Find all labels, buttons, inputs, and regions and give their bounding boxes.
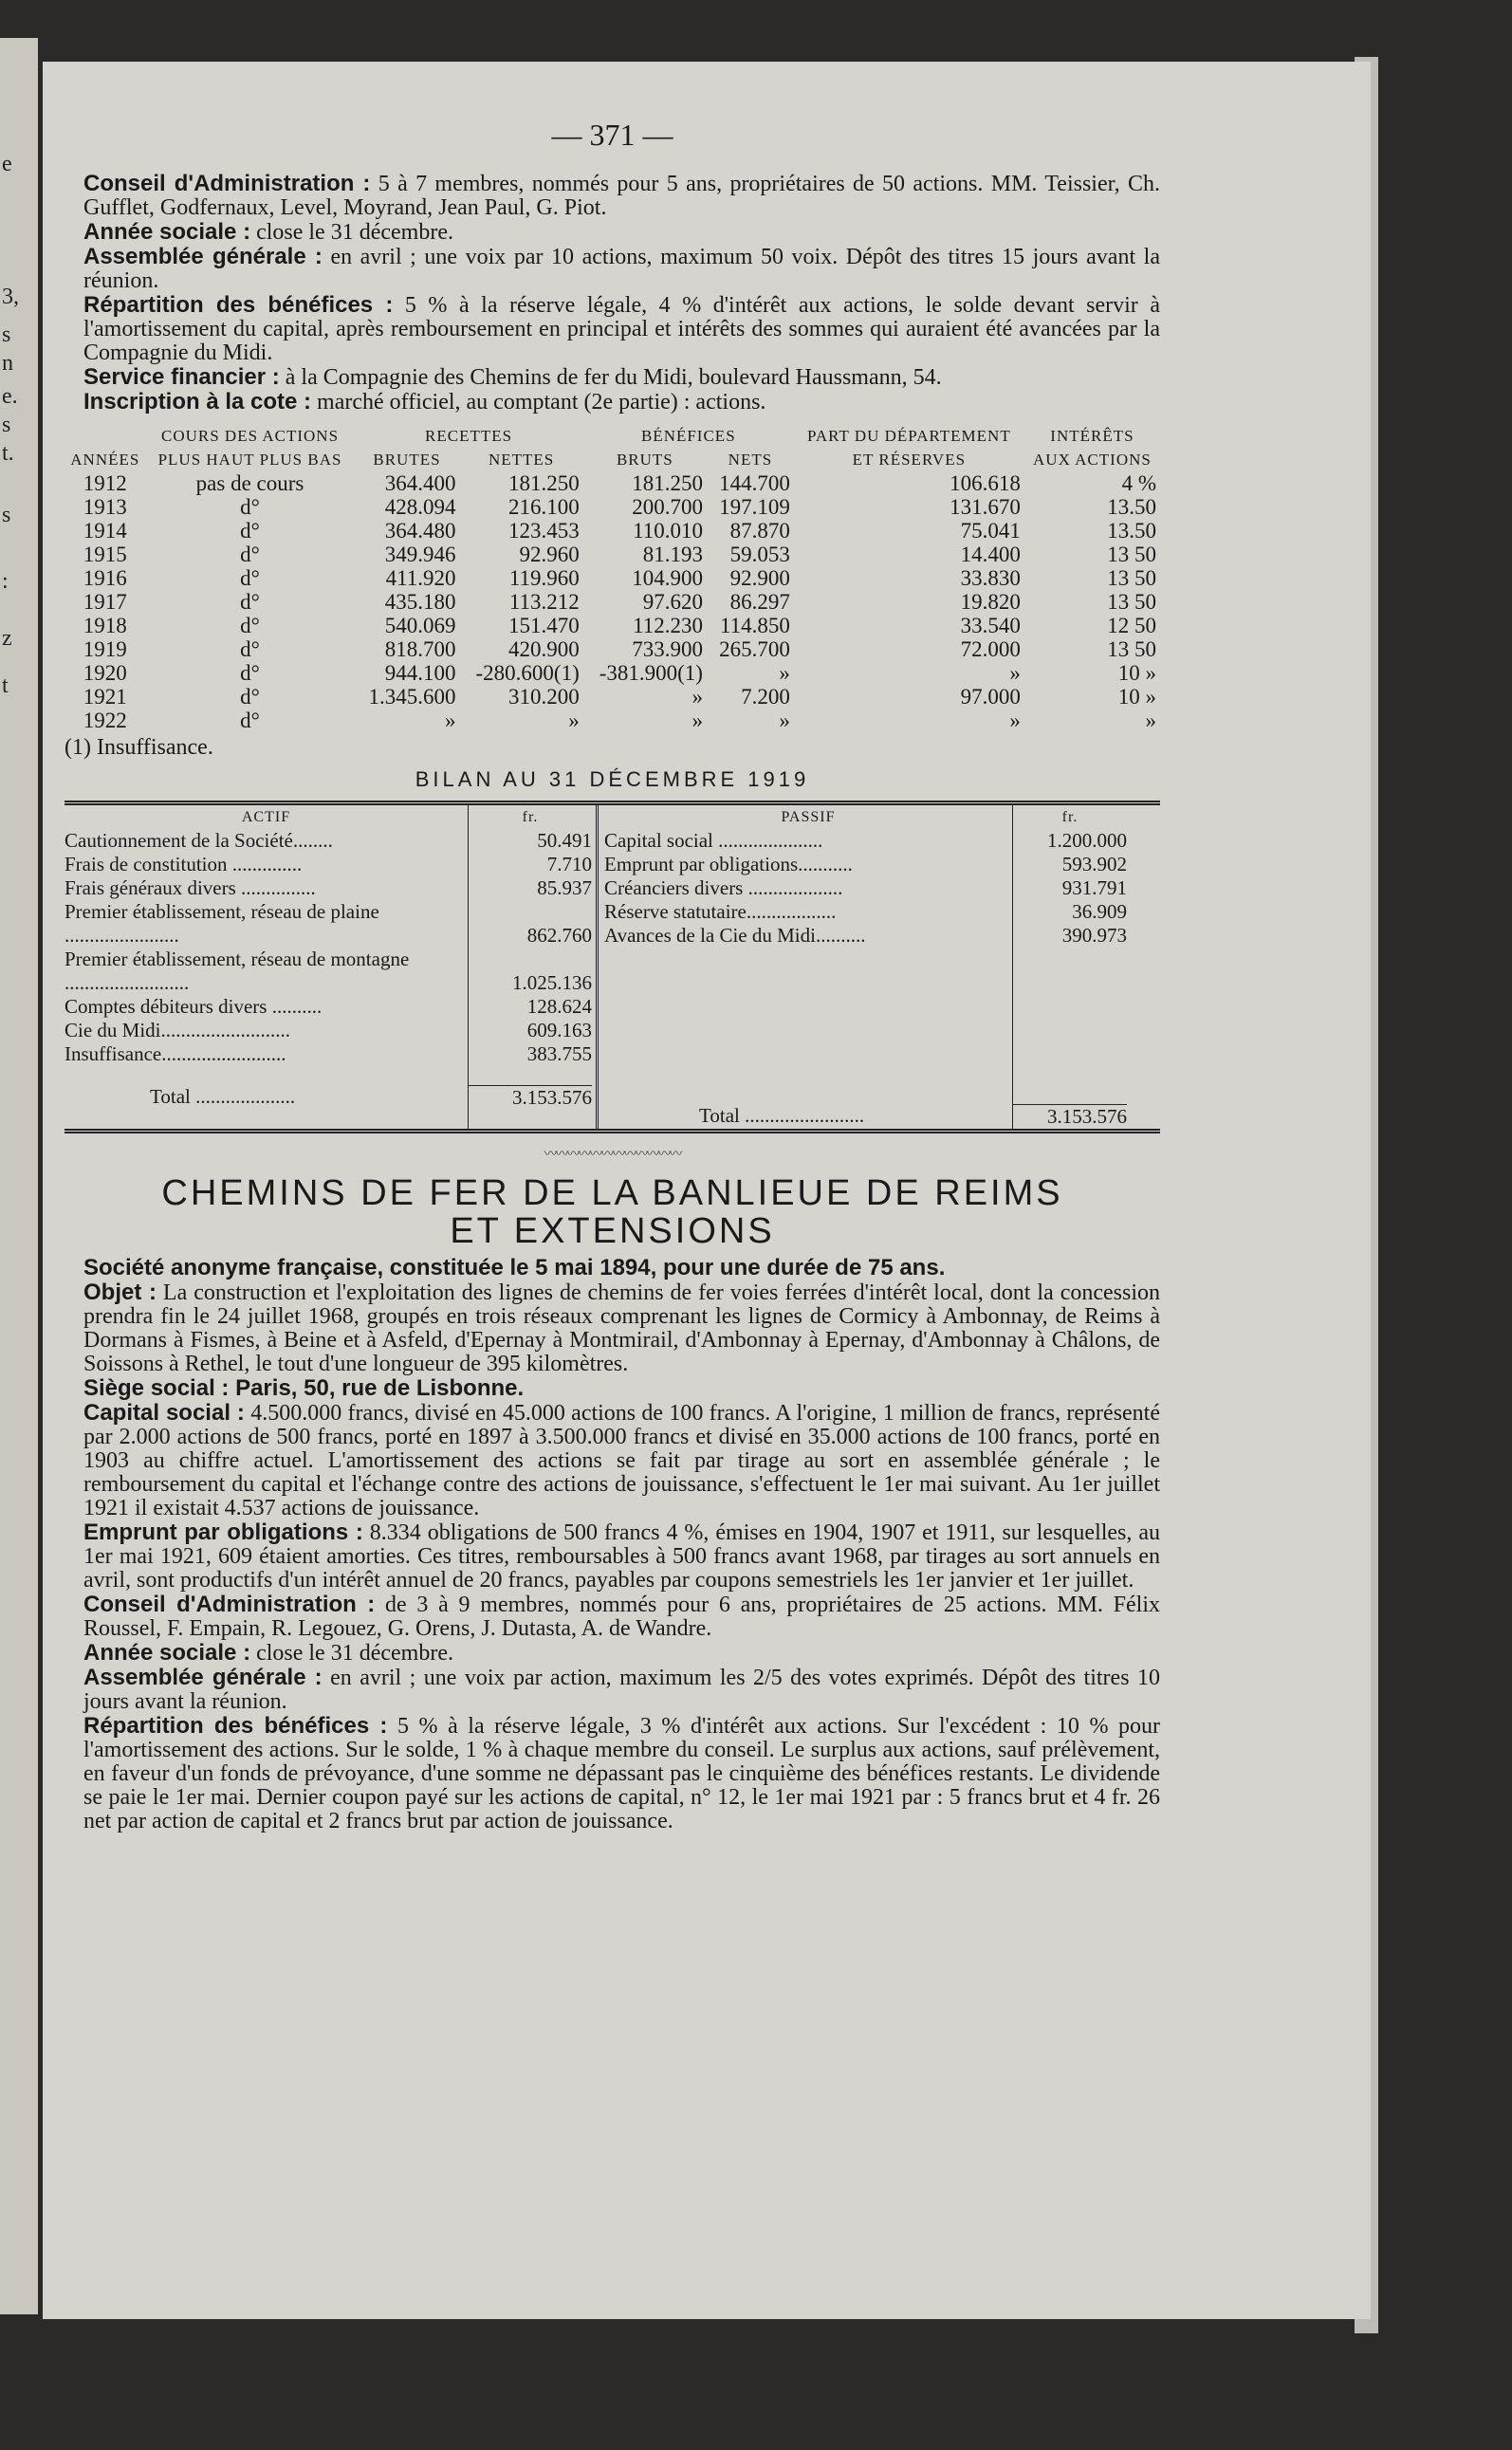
- table-cell: d°: [240, 661, 260, 685]
- company-info-section: [65, 172, 1160, 414]
- margin-fragment: s: [2, 503, 11, 527]
- table-cell: 10 »: [1117, 685, 1156, 709]
- actif-item: Cie du Midi..........................: [65, 1019, 291, 1041]
- table-cell: 110.010: [633, 519, 703, 543]
- actif-value: 50.491: [537, 829, 592, 852]
- actif-value: 383.755: [526, 1042, 592, 1065]
- table-cell: 1922: [83, 709, 127, 732]
- info-paragraph: Service financier : à la Compagnie des Chemins de fer du Midi, boulevard Haussmann, 54.: [83, 364, 942, 390]
- table-cell: 1917: [83, 590, 127, 614]
- table-cell: 33.830: [960, 566, 1021, 590]
- table-cell: 92.900: [729, 566, 790, 590]
- actif-value: 85.937: [537, 876, 592, 899]
- table-cell: 119.960: [508, 566, 580, 590]
- actif-item: Premier établissement, réseau de montagne .........................: [65, 948, 410, 994]
- col-nettes: NETTES: [488, 451, 555, 469]
- table-cell: -381.900(1): [599, 661, 703, 685]
- table-row: [65, 661, 1160, 685]
- info-paragraph: Emprunt par obligations : 8.334 obligations de 500 francs 4 %, émises en 1904, 1907 et 1911, sur lesquelles, au 1er mai 1921, 609 étaient amorties. Ces titres, remboursables à 500 francs avant 1968, par tirages au sort annuels en avril, sont productifs d'un intérêt annuel de 20 francs, payables par coupons semestriels les 1er janvier et 1er juillet.: [83, 1520, 1160, 1593]
- margin-fragment: 3,: [2, 285, 19, 309]
- table-row: [65, 637, 1160, 661]
- table-cell: d°: [240, 590, 260, 614]
- actif-item: Comptes débiteurs divers ..........: [65, 995, 323, 1018]
- table-cell: -280.600(1): [475, 661, 580, 685]
- page-number: — 371 —: [551, 118, 673, 152]
- actif-value: 862.760: [526, 924, 592, 947]
- table-cell: 435.180: [384, 590, 456, 614]
- margin-fragment: z: [2, 626, 12, 651]
- table-cell: 1.345.600: [368, 685, 456, 709]
- actif-value: 1.025.136: [512, 971, 592, 994]
- info-paragraph: Capital social : 4.500.000 francs, divisé en 45.000 actions de 100 francs. A l'origine, 1 million de francs, représenté par 2.000 actions de 500 francs, porté en 1897 à 3.500.000 francs et divisé en 35.000 actions de 100 francs, porté en 1903 au chiffre actuel. L'amortissement des actions se fait par tirage au sort en assemblée générale ; le remboursement du capital et l'échange contre des actions de jouissance, s'effectuent le 1er mai suivant. Au 1er juillet 1921 il existait 4.537 actions de jouissance.: [83, 1400, 1161, 1520]
- table-cell: 33.540: [960, 614, 1021, 637]
- info-paragraph: Conseil d'Administration : de 3 à 9 membres, nommés pour 6 ans, propriétaires de 25 actions. MM. Félix Roussel, F. Empain, R. Legouez, G. Orens, J. Dutasta, A. de Wandre.: [83, 1592, 1160, 1641]
- table-cell: »: [691, 685, 703, 709]
- page-content: [65, 118, 1161, 1833]
- table-row: [65, 590, 1160, 614]
- ornament-divider: 〰〰〰〰〰〰〰〰〰〰〰〰: [544, 1148, 681, 1162]
- col-interets: INTÉRÊTS: [1050, 427, 1134, 445]
- col-plus-haut-bas: PLUS HAUT PLUS BAS: [157, 451, 342, 469]
- actif-total: 3.153.576: [469, 1085, 592, 1110]
- actif-labels: [65, 805, 468, 1129]
- passif-item: Capital social .....................: [604, 829, 823, 852]
- col-annees: ANNÉES: [70, 451, 140, 469]
- passif-value: 931.791: [1061, 876, 1127, 899]
- table-cell: 112.230: [633, 614, 703, 637]
- table-cell: d°: [240, 543, 260, 566]
- table-cell: d°: [240, 709, 260, 732]
- col-part: PART DU DÉPARTEMENT: [807, 427, 1011, 445]
- table-cell: 818.700: [384, 637, 456, 661]
- table-cell: d°: [240, 566, 260, 590]
- table-cell: d°: [240, 495, 260, 519]
- table-cell: 1920: [83, 661, 127, 685]
- margin-fragment: e: [2, 152, 12, 176]
- col-nets: NETS: [728, 451, 773, 469]
- table-cell: d°: [240, 519, 260, 543]
- passif-value: 390.973: [1061, 924, 1127, 947]
- table-row: [65, 685, 1160, 709]
- actif-value: 128.624: [526, 995, 592, 1018]
- table-cell: »: [779, 709, 790, 732]
- table-cell: 19.820: [960, 590, 1021, 614]
- actif-item: Cautionnement de la Société........: [65, 829, 333, 852]
- table-cell: 86.297: [729, 590, 790, 614]
- table-cell: 81.193: [642, 543, 703, 566]
- company-title: CHEMINS DE FER DE LA BANLIEUE DE REIMS ET EXTENSIONS: [161, 1173, 1063, 1251]
- table-cell: 13 50: [1107, 590, 1156, 614]
- passif-item: Réserve statutaire..................: [604, 900, 837, 923]
- table-cell: 13 50: [1107, 637, 1156, 661]
- margin-fragment: n: [2, 351, 13, 376]
- table-cell: 265.700: [719, 637, 790, 661]
- company-subtitle: Société anonyme française, constituée le 5 mai 1894, pour une durée de 75 ans.: [83, 1255, 946, 1280]
- table-cell: 1914: [83, 519, 127, 543]
- col-group-recettes: RECETTES: [425, 427, 513, 445]
- margin-fragment: t.: [2, 441, 14, 466]
- table-cell: 364.480: [384, 519, 456, 543]
- table-cell: pas de cours: [195, 471, 304, 495]
- actif-values: [468, 805, 596, 1129]
- passif-header: PASSIF: [781, 809, 836, 825]
- info-paragraph: Assemblée générale : en avril ; une voix par 10 actions, maximum 50 voix. Dépôt des titres 15 jours avant la réunion.: [83, 244, 1160, 293]
- table-cell: d°: [240, 685, 260, 709]
- actif-item: Insuffisance.........................: [65, 1042, 286, 1065]
- table-cell: 13 50: [1107, 566, 1156, 590]
- col-brutes: BRUTES: [373, 451, 441, 469]
- col-group-benefices: BÉNÉFICES: [640, 427, 736, 445]
- margin-fragment: e.: [2, 384, 18, 409]
- table-row: [65, 614, 1160, 637]
- table-cell: 113.212: [508, 590, 580, 614]
- table-cell: 1912: [83, 471, 127, 495]
- table-footnote: (1) Insuffisance.: [65, 735, 213, 760]
- info-paragraph: Répartition des bénéfices : 5 % à la réserve légale, 3 % d'intérêt aux actions. Sur l'excédent : 10 % pour l'amortissement des actions. Sur le solde, 1 % à chaque membre du conseil. Le surplus aux actions, sauf prélèvement, en faveur d'un fonds de prévoyance, d'une somme ne dépassant pas le cinquième des bénéfices restants. Le dividende se paie le 1er mai. Dernier coupon payé sur les actions de capital, n° 12, le 1er mai 1921 par : 5 francs brut et 4 fr. 26 net par action de capital et 2 francs brut par action de jouissance.: [83, 1713, 1160, 1833]
- actif-value: 7.710: [546, 853, 592, 875]
- table-cell: »: [779, 661, 790, 685]
- table-cell: 181.250: [507, 471, 580, 495]
- table-cell: 540.069: [384, 614, 456, 637]
- table-cell: d°: [240, 614, 260, 637]
- table-cell: 216.100: [507, 495, 580, 519]
- table-cell: 13.50: [1107, 495, 1156, 519]
- table-cell: 151.470: [507, 614, 580, 637]
- passif-values: [1012, 805, 1129, 1129]
- margin-fragment: :: [2, 569, 9, 594]
- table-cell: 10 »: [1117, 661, 1156, 685]
- table-row: [65, 543, 1160, 566]
- table-cell: 97.620: [642, 590, 703, 614]
- table-cell: 181.250: [632, 471, 703, 495]
- info-paragraph: Conseil d'Administration : 5 à 7 membres, nommés pour 5 ans, propriétaires de 50 actions. MM. Teissier, Ch. Gufflet, Godfernaux, Level, Moyrand, Jean Paul, G. Piot.: [83, 171, 1160, 220]
- table-cell: 944.100: [384, 661, 456, 685]
- info-paragraph: Année sociale : close le 31 décembre.: [83, 1640, 453, 1666]
- margin-fragment: t: [2, 673, 9, 698]
- col-group-cours: COURS DES ACTIONS: [160, 427, 340, 445]
- actif-value: 609.163: [526, 1019, 592, 1041]
- table-cell: 1921: [83, 685, 127, 709]
- passif-value: 1.200.000: [1047, 829, 1127, 852]
- table-cell: 13.50: [1107, 519, 1156, 543]
- passif-item: Créanciers divers ...................: [604, 876, 843, 899]
- passif-item: Avances de la Cie du Midi..........: [604, 924, 866, 947]
- passif-value: 593.902: [1061, 853, 1127, 875]
- table-cell: 131.670: [950, 495, 1021, 519]
- table-cell: 104.900: [632, 566, 703, 590]
- passif-total-label: Total ........................: [699, 1104, 865, 1127]
- table-cell: 1915: [83, 543, 127, 566]
- table-cell: 97.000: [960, 685, 1021, 709]
- info-paragraph: Assemblée générale : en avril ; une voix par action, maximum les 2/5 des votes exprimés. Dépôt des titres 10 jours avant la réunion.: [83, 1665, 1160, 1714]
- margin-fragment: s: [2, 413, 11, 437]
- passif-labels: [596, 805, 1012, 1129]
- col-reserves: ET RÉSERVES: [852, 451, 967, 469]
- table-row: [65, 495, 1160, 519]
- table-cell: 4 %: [1121, 471, 1156, 495]
- table-cell: 349.946: [384, 543, 456, 566]
- fr-header: fr.: [1061, 809, 1079, 825]
- table-cell: 1913: [83, 495, 127, 519]
- table-cell: 428.094: [384, 495, 456, 519]
- left-page-edge: [0, 38, 38, 2314]
- results-table: [65, 424, 1160, 732]
- table-row: [65, 709, 1160, 732]
- table-cell: 420.900: [507, 637, 580, 661]
- table-cell: 197.109: [719, 495, 790, 519]
- table-cell: »: [1009, 661, 1021, 685]
- table-cell: »: [568, 709, 580, 732]
- info-paragraph: Objet : La construction et l'exploitation des lignes de chemins de fer voies ferrées d'intérêt local, dont la concession prendra fin le 24 juillet 1968, groupés en trois réseaux comprenant les lignes de Cormicy à Ambonnay, de Reims à Dormans à Fismes, à Beine et à Asfeld, d'Epernay à Montmirail, d'Ambonnay à Epernay, d'Ambonnay à Châlons, de Soissons à Rethel, le tout d'une longueur de 395 kilomètres.: [83, 1280, 1160, 1376]
- actif-total-label: Total ....................: [150, 1085, 296, 1108]
- table-row: [65, 471, 1160, 495]
- info-paragraph: Siège social : Paris, 50, rue de Lisbonne.: [83, 1375, 525, 1401]
- table-cell: 14.400: [960, 543, 1021, 566]
- table-cell: 1919: [83, 637, 127, 661]
- table-cell: 200.700: [632, 495, 703, 519]
- balance-sheet: [65, 801, 1160, 1133]
- table-cell: 59.053: [729, 543, 790, 566]
- table-cell: 87.870: [729, 519, 790, 543]
- passif-value: 36.909: [1072, 900, 1127, 923]
- table-cell: 92.960: [519, 543, 580, 566]
- table-cell: »: [445, 709, 456, 732]
- table-row: [65, 519, 1160, 543]
- fr-header: fr.: [522, 809, 539, 825]
- passif-item: Emprunt par obligations...........: [604, 853, 853, 875]
- table-cell: »: [691, 709, 703, 732]
- col-aux-actions: AUX ACTIONS: [1033, 451, 1152, 469]
- actif-header: ACTIF: [241, 809, 291, 825]
- col-bruts: BRUTS: [616, 451, 673, 469]
- table-cell: 75.041: [960, 519, 1021, 543]
- info-paragraph: Répartition des bénéfices : 5 % à la réserve légale, 4 % d'intérêt aux actions, le solde devant servir à l'amortissement du capital, après remboursement en principal et intérêts des sommes qui auraient été avancées par la Compagnie du Midi.: [83, 292, 1160, 365]
- info-paragraph: Année sociale : close le 31 décembre.: [83, 219, 453, 245]
- table-cell: 310.200: [507, 685, 580, 709]
- table-cell: »: [1145, 709, 1156, 732]
- table-cell: 72.000: [960, 637, 1021, 661]
- info-paragraph: Inscription à la cote : marché officiel, au comptant (2e partie) : actions.: [83, 389, 766, 414]
- bilan-title: BILAN AU 31 DÉCEMBRE 1919: [415, 767, 810, 791]
- actif-item: Premier établissement, réseau de plaine .......................: [65, 900, 379, 947]
- actif-item: Frais généraux divers ...............: [65, 876, 316, 899]
- table-cell: 13 50: [1107, 543, 1156, 566]
- table-cell: 1918: [83, 614, 127, 637]
- table-cell: 1916: [83, 566, 127, 590]
- table-row: [65, 566, 1160, 590]
- table-cell: 106.618: [950, 471, 1021, 495]
- table-cell: d°: [240, 637, 260, 661]
- table-cell: 144.700: [719, 471, 790, 495]
- table-cell: 12 50: [1107, 614, 1156, 637]
- passif-total: 3.153.576: [1013, 1104, 1127, 1129]
- table-cell: 114.850: [719, 614, 790, 637]
- table-cell: 411.920: [385, 566, 456, 590]
- table-cell: 7.200: [741, 685, 790, 709]
- table-cell: 364.400: [384, 471, 456, 495]
- table-cell: 733.900: [632, 637, 703, 661]
- table-cell: 123.453: [507, 519, 580, 543]
- actif-item: Frais de constitution ..............: [65, 853, 303, 875]
- margin-fragment: s: [2, 322, 11, 347]
- table-cell: »: [1009, 709, 1021, 732]
